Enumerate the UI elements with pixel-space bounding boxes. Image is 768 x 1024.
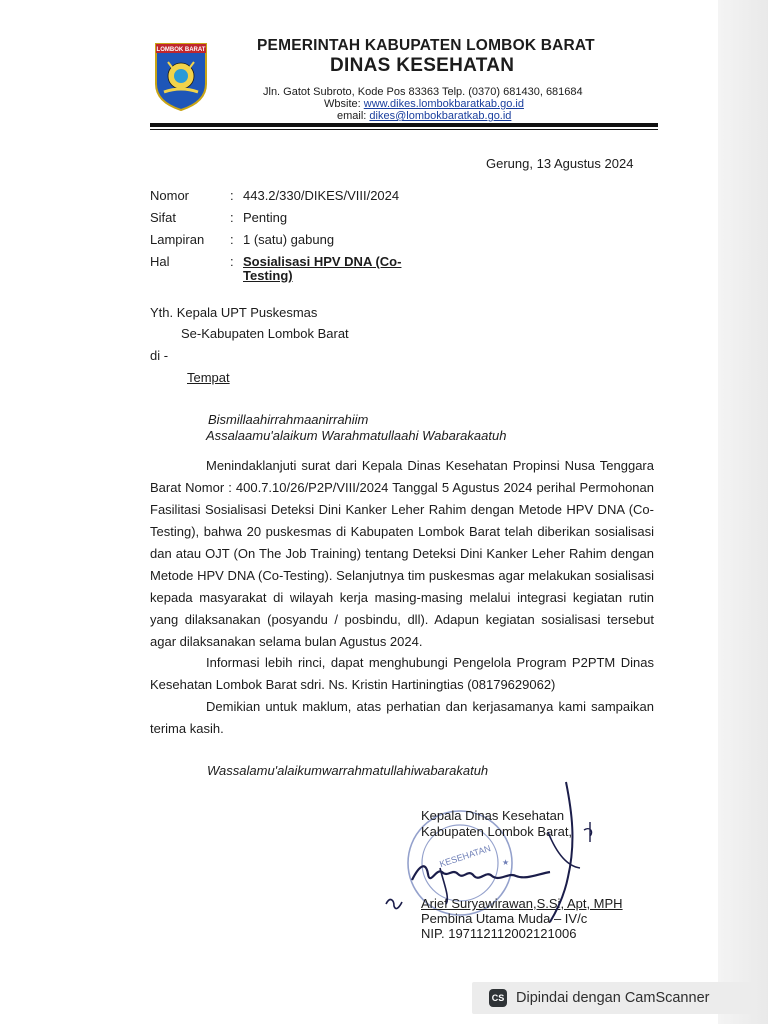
meta-colon: : xyxy=(230,188,234,203)
meta-colon: : xyxy=(230,254,234,269)
recipient-line-2: Se-Kabupaten Lombok Barat xyxy=(181,326,349,341)
signatory-name: Arief Suryawirawan,S.Si, Apt, MPH xyxy=(421,896,623,911)
meta-value-hal: Sosialisasi HPV DNA (Co- xyxy=(243,254,402,269)
scan-page-edge xyxy=(718,0,768,1024)
signatory-nip: NIP. 197112112002121006 xyxy=(421,926,577,941)
svg-text:★: ★ xyxy=(502,858,510,867)
handwritten-signature-icon xyxy=(380,772,620,932)
meta-label-nomor: Nomor xyxy=(150,188,190,203)
camscanner-text: Dipindai dengan CamScanner xyxy=(516,990,710,1006)
email-label: email: xyxy=(337,110,367,122)
camscanner-watermark xyxy=(472,982,756,1014)
letterhead-address: Jln. Gatot Subroto, Kode Pos 83363 Telp. (0370) 681430, 681684 xyxy=(263,86,583,98)
letterhead-website-line xyxy=(324,98,524,110)
body-paragraph-1: Menindaklanjuti surat dari Kepala Dinas Kesehatan Propinsi Nusa Tenggara Barat Nomor : 400.7.10/26/P2P/VIII/2024 Tanggal 5 Agustus 2024 perihal Permohonan Fasilitasi Sosialisasi Deteksi Dini Kanker Leher Rahim dengan Metode HPV DNA (Co-Testing), bahwa 20 puskesmas di Kabupaten Lombok Barat telah diberikan sosialisasi dan atau OJT (On The Job Training) tentang Deteksi Dini Kanker Leher Rahim dengan Metode HPV DNA (Co-Testing). Selanjutnya tim puskesmas agar melakukan sosialisasi kepada masyarakat di wilayah kerja masing-masing melalui integrasi kegiatan rutin yang dilaksanakan (posyandu / posbindu, dll). Adapun kegiatan sosialisasi tersebut agar dilaksanakan selama bulan Agustus 2024. xyxy=(150,458,654,649)
meta-label-hal: Hal xyxy=(150,254,170,269)
meta-value-lampiran: 1 (satu) gabung xyxy=(243,232,335,247)
meta-colon: : xyxy=(230,232,234,247)
meta-value-sifat: Penting xyxy=(243,210,288,225)
signatory-title-1: Kepala Dinas Kesehatan xyxy=(421,808,565,823)
camscanner-logo-icon: CS xyxy=(489,989,507,1007)
signatory-rank: Pembina Utama Muda – IV/c xyxy=(421,911,588,926)
website-label: Wbsite: xyxy=(324,98,361,110)
meta-value-nomor: 443.2/330/DIKES/VIII/2024 xyxy=(243,188,400,203)
body-paragraph-3: Demikian untuk maklum, atas perhatian dan kerjasamanya kami sampaikan terima kasih. xyxy=(150,699,654,736)
opening-bismillah: Bismillaahirrahmaanirrahiim xyxy=(208,412,369,427)
letterhead-divider-thin xyxy=(150,129,658,130)
letterhead-divider-thick xyxy=(150,123,658,127)
signatory-title-2: Kabupaten Lombok Barat, xyxy=(421,824,573,839)
website-link[interactable]: www.dikes.lombokbaratkab.go.id xyxy=(363,98,524,110)
meta-label-lampiran: Lampiran xyxy=(150,232,205,247)
logo-banner: LOMBOK BARAT xyxy=(156,47,206,53)
recipient-di: di - xyxy=(150,348,169,363)
recipient-line-1: Yth. Kepala UPT Puskesmas xyxy=(150,305,318,320)
recipient-place: Tempat xyxy=(187,370,230,385)
stamp-text: KESEHATAN xyxy=(438,843,492,870)
letter-date: Gerung, 13 Agustus 2024 xyxy=(486,156,634,171)
letterhead-email-line xyxy=(337,110,511,122)
opening-salam: Assalaamu'alaikum Warahmatullaahi Wabarakaatuh xyxy=(206,428,507,443)
agency-name: DINAS KESEHATAN xyxy=(330,55,515,76)
government-name: PEMERINTAH KABUPATEN LOMBOK BARAT xyxy=(257,37,595,54)
meta-colon: : xyxy=(230,210,234,225)
email-link[interactable]: dikes@lombokbaratkab.go.id xyxy=(369,110,512,122)
body-paragraph-2: Informasi lebih rinci, dapat menghubungi Pengelola Program P2PTM Dinas Kesehatan Lombok Barat sdri. Ns. Kristin Hartiningtias (08179629062) xyxy=(150,655,654,692)
lombok-barat-emblem-icon xyxy=(152,40,210,112)
meta-label-sifat: Sifat xyxy=(150,210,177,225)
meta-value-hal-continued: Testing) xyxy=(243,268,293,283)
closing-salam: Wassalamu'alaikumwarrahmatullahiwabarakatuh xyxy=(207,763,489,778)
